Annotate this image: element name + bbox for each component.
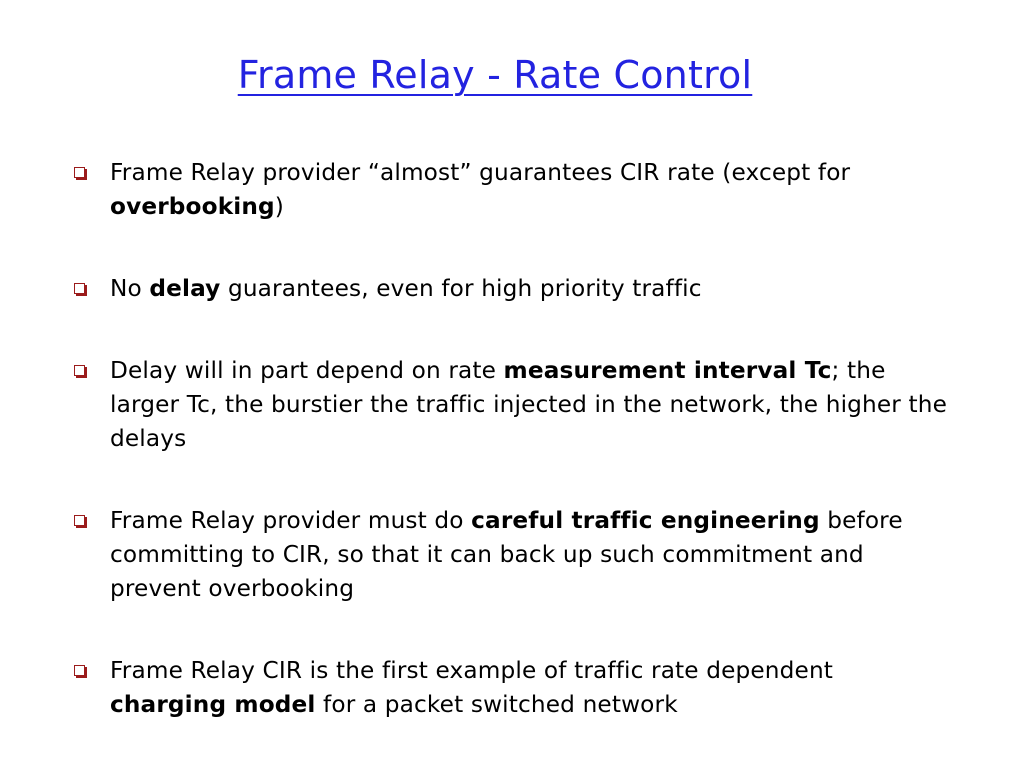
bullet-emphasis: charging model: [110, 691, 316, 718]
bullet-emphasis: measurement interval Tc: [503, 357, 832, 384]
bullet-item-delay: [72, 272, 952, 306]
bullet-text: Delay will in part depend on rate: [110, 357, 504, 384]
bullet-text: Frame Relay CIR is the first example of traffic rate dependent: [110, 657, 834, 684]
bullet-emphasis: careful traffic engineering: [471, 507, 820, 534]
bullet-text: Frame Relay provider must do: [110, 507, 472, 534]
square-bullet-icon: [74, 515, 85, 526]
bullet-emphasis: overbooking: [110, 193, 275, 220]
bullet-item-traffic-engineering: [72, 504, 952, 606]
bullet-text: ): [274, 193, 284, 220]
bullet-text: guarantees, even for high priority traffic: [220, 275, 702, 302]
bullet-text: for a packet switched network: [315, 691, 678, 718]
bullet-list: [72, 156, 952, 722]
square-bullet-icon: [74, 283, 85, 294]
square-bullet-icon: [74, 665, 85, 676]
bullet-item-overbooking: [72, 156, 952, 224]
slide-title: [0, 50, 990, 100]
bullet-item-measurement-interval: [72, 354, 952, 456]
bullet-emphasis: delay: [149, 275, 221, 302]
bullet-text: Frame Relay provider “almost” guarantees CIR rate (except for: [110, 159, 851, 186]
square-bullet-icon: [74, 365, 85, 376]
slide-title-text: Frame Relay - Rate Control: [237, 53, 753, 97]
bullet-text: No: [110, 275, 150, 302]
bullet-text: ; the larger Tc, the burstier the traffic injected in the network, the higher the delays: [110, 357, 948, 452]
bullet-item-charging-model: [72, 654, 952, 722]
bullet-text: before committing to CIR, so that it can back up such commitment and prevent overbooking: [110, 507, 903, 602]
square-bullet-icon: [74, 167, 85, 178]
